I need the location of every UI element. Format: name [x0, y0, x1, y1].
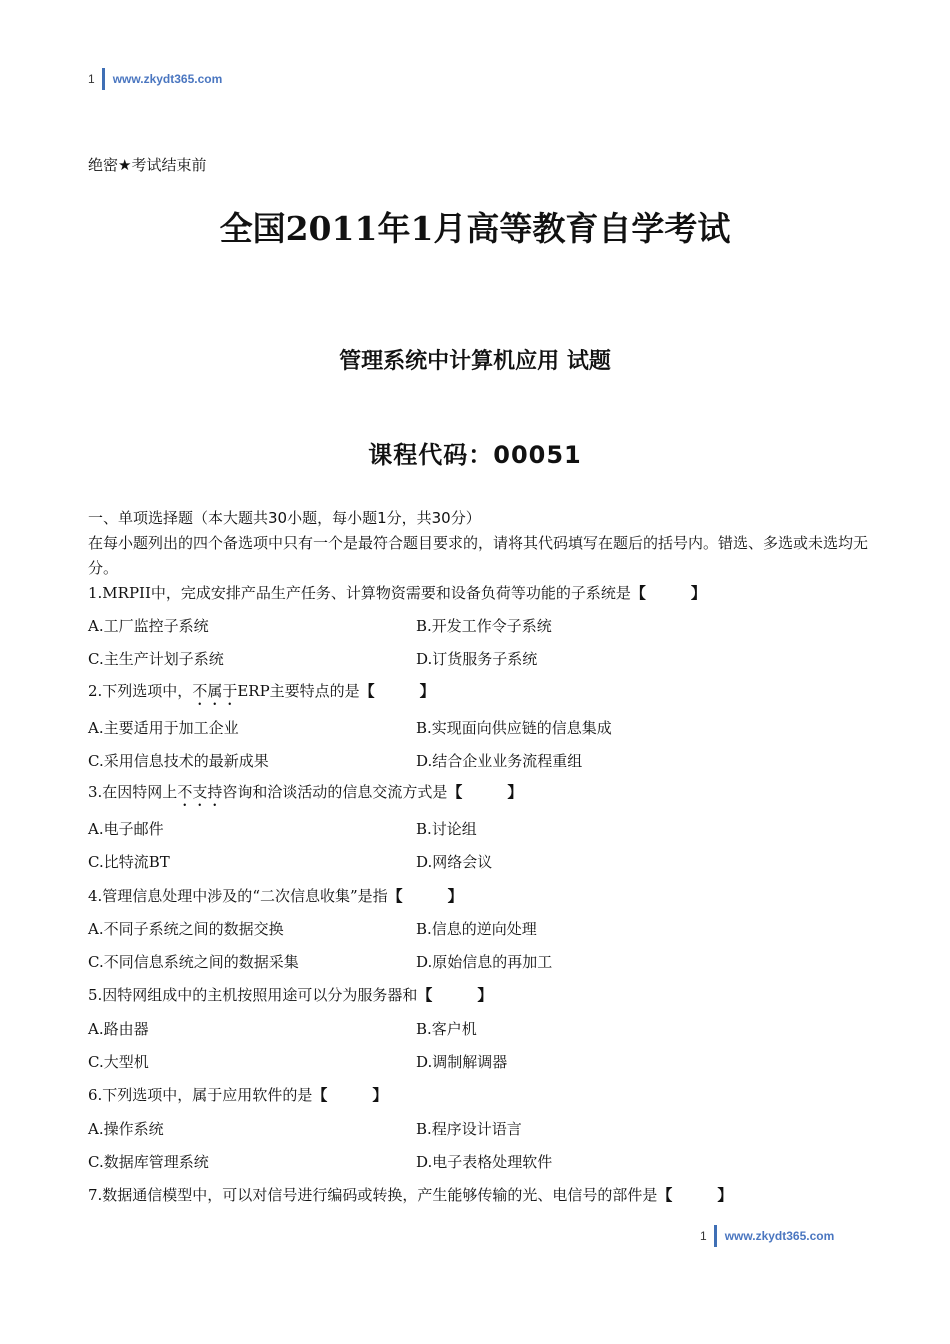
question-stem: 1.MRPII中，完成安排产品生产任务、计算物资需要和设备负荷等功能的子系统是 [88, 584, 631, 602]
q1-option-d: D.订货服务子系统 [416, 650, 538, 668]
q6-option-b: B.程序设计语言 [416, 1120, 522, 1138]
question-4 [88, 885, 463, 906]
q4-option-d: D.原始信息的再加工 [416, 953, 553, 971]
exam-subtitle: 管理系统中计算机应用 试题 [339, 349, 611, 374]
q4-option-a: A.不同子系统之间的数据交换 [88, 920, 284, 938]
answer-bracket: 【 】 [417, 986, 493, 1004]
q5-option-c: C.大型机 [88, 1053, 149, 1071]
footer-page-number: 1 [700, 1229, 707, 1243]
secret-label: 绝密★考试结束前 [88, 156, 207, 174]
question-stem-post: ERP主要特点的是 [237, 682, 360, 700]
header-page-number: 1 [88, 72, 95, 86]
question-3 [88, 781, 522, 810]
footer-site-link[interactable]: www.zkydt365.com [724, 1229, 835, 1243]
answer-bracket: 【 】 [312, 1086, 388, 1104]
header-site-link[interactable]: www.zkydt365.com [112, 72, 223, 86]
emphasis-mark: 不属于 [192, 682, 238, 700]
q6-option-c: C.数据库管理系统 [88, 1153, 209, 1171]
q2-option-b: B.实现面向供应链的信息集成 [416, 719, 612, 737]
q5-option-a: A.路由器 [88, 1020, 149, 1038]
question-stem: 6.下列选项中，属于应用软件的是 [88, 1086, 313, 1104]
question-6 [88, 1084, 387, 1105]
answer-bracket: 【 】 [387, 887, 463, 905]
q1-option-c: C.主生产计划子系统 [88, 650, 224, 668]
answer-bracket: 【 】 [447, 783, 523, 801]
question-stem: 4.管理信息处理中涉及的“二次信息收集”是指 [88, 887, 388, 905]
question-stem: 7.数据通信模型中，可以对信号进行编码或转换，产生能够传输的光、电信号的部件是 [88, 1186, 658, 1204]
question-stem-pre: 3.在因特网上 [88, 783, 178, 801]
question-2 [88, 680, 435, 709]
answer-bracket: 【 】 [630, 584, 706, 602]
q2-option-c: C.采用信息技术的最新成果 [88, 752, 269, 770]
q4-option-b: B.信息的逆向处理 [416, 920, 537, 938]
q2-option-a: A.主要适用于加工企业 [88, 719, 239, 737]
section-instructions: 在每小题列出的四个备选项中只有一个是最符合题目要求的，请将其代码填写在题后的括号内。错选、多选或未选均无分。 [88, 534, 869, 577]
page-footer [700, 1225, 834, 1247]
footer-divider [714, 1225, 717, 1247]
question-5 [88, 984, 492, 1005]
question-7 [88, 1184, 732, 1205]
q1-option-a: A.工厂监控子系统 [88, 617, 209, 635]
question-stem: 5.因特网组成中的主机按照用途可以分为服务器和 [88, 986, 418, 1004]
question-stem-pre: 2.下列选项中， [88, 682, 193, 700]
q6-option-a: A.操作系统 [88, 1120, 164, 1138]
section-heading: 一、单项选择题（本大题共30小题，每小题1分，共30分） [88, 509, 481, 527]
course-code: 课程代码：00051 [368, 441, 582, 469]
q4-option-c: C.不同信息系统之间的数据采集 [88, 953, 299, 971]
exam-title: 全国2011年1月高等教育自学考试 [219, 209, 731, 248]
q2-option-d: D.结合企业业务流程重组 [416, 752, 583, 770]
q6-option-d: D.电子表格处理软件 [416, 1153, 553, 1171]
question-1 [88, 582, 706, 603]
q3-option-b: B.讨论组 [416, 820, 477, 838]
header-divider [102, 68, 105, 90]
emphasis-mark: 不支持 [177, 783, 223, 801]
question-stem-post: 咨询和洽谈活动的信息交流方式是 [222, 783, 448, 801]
page-header [88, 68, 222, 90]
q3-option-a: A.电子邮件 [88, 820, 164, 838]
q5-option-b: B.客户机 [416, 1020, 477, 1038]
answer-bracket: 【 】 [657, 1186, 733, 1204]
q3-option-c: C.比特流BT [88, 853, 170, 871]
q5-option-d: D.调制解调器 [416, 1053, 508, 1071]
q1-option-b: B.开发工作令子系统 [416, 617, 552, 635]
answer-bracket: 【 】 [359, 682, 435, 700]
q3-option-d: D.网络会议 [416, 853, 493, 871]
